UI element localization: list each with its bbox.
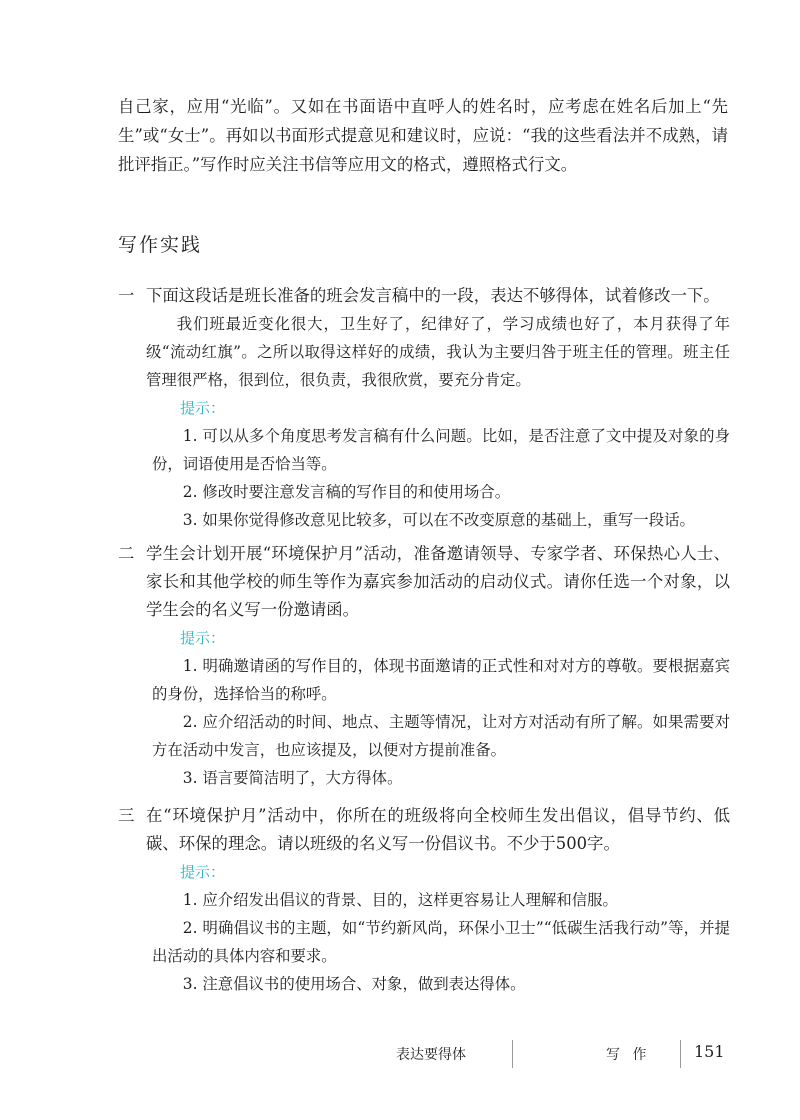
- intro-paragraph: [118, 92, 728, 179]
- sample-passage: 我们班最近变化很大，卫生好了，纪律好了，学习成绩也好了，本月获得了年级“流动红旗”。之所以取得这样好的成绩，我认为主要归咎于班主任的管理。班主任管理很严格，很到位，很负责，我很欣赏，要充分肯定。: [146, 315, 730, 389]
- chapter-title: 表达要得体: [396, 1047, 466, 1063]
- footer-divider: [680, 1040, 681, 1068]
- hint-item: 2. 修改时要注意发言稿的写作目的和使用场合。: [182, 483, 511, 501]
- hint-item: 1. 可以从多个角度思考发言稿有什么问题。比如，是否注意了文中提及对象的身份，词语使用是否恰当等。: [152, 427, 730, 473]
- hint-item: 1. 应介绍发出倡议的背景、目的，这样更容易让人理解和信服。: [182, 891, 618, 909]
- exercise-number: 三: [118, 806, 135, 825]
- footer-divider: [512, 1040, 513, 1068]
- hint-item: 3. 如果你觉得修改意见比较多，可以在不改变原意的基础上，重写一段话。: [182, 511, 695, 529]
- hint-item: 3. 语言要简洁明了，大方得体。: [182, 769, 403, 787]
- section-title: 写作实践: [118, 234, 203, 256]
- exercise-number: 二: [118, 544, 135, 563]
- hint-item: 2. 应介绍活动的时间、地点、主题等情况，让对方对活动有所了解。如果需要对方在活动中发言，也应该提及，以便对方提前准备。: [152, 713, 730, 759]
- hint-label: 提示：: [180, 863, 226, 881]
- page-number: 151: [694, 1042, 725, 1061]
- exercise-prompt: 在“环境保护月”活动中，你所在的班级将向全校师生发出倡议，倡导节约、低碳、环保的理念。请以班级的名义写一份倡议书。不少于500字。: [146, 806, 730, 853]
- exercise-prompt: 下面这段话是班长准备的班会发言稿中的一段，表达不够得体，试着修改一下。: [146, 286, 720, 305]
- hint-label: 提示：: [180, 399, 226, 417]
- hint-item: 2. 明确倡议书的主题，如“节约新风尚，环保小卫士”“低碳生活我行动”等，并提出活动的具体内容和要求。: [152, 919, 730, 965]
- exercise-1: [118, 282, 730, 534]
- hint-label: 提示：: [180, 629, 226, 647]
- exercise-number: 一: [118, 286, 135, 305]
- hint-item: 3. 注意倡议书的使用场合、对象，做到表达得体。: [182, 975, 526, 993]
- page-footer: [0, 1040, 800, 1070]
- exercise-prompt: 学生会计划开展“环境保护月”活动，准备邀请领导、专家学者、环保热心人士、家长和其他学校的师生等作为嘉宾参加活动的启动仪式。请你任选一个对象，以学生会的名义写一份邀请函。: [146, 544, 730, 619]
- intro-text: 自己家，应用“光临”。又如在书面语中直呼人的姓名时，应考虑在姓名后加上“先生”或“女士”。再如以书面形式提意见和建议时，应说：“我的这些看法并不成熟，请批评指正。”写作时应关注书信等应用文的格式，遵照格式行文。: [118, 97, 728, 174]
- exercise-2: [118, 540, 730, 792]
- hint-item: 1. 明确邀请函的写作目的，体现书面邀请的正式性和对对方的尊敬。要根据嘉宾的身份，选择恰当的称呼。: [152, 657, 730, 703]
- section-name: 写 作: [606, 1047, 651, 1063]
- exercise-3: [118, 802, 730, 998]
